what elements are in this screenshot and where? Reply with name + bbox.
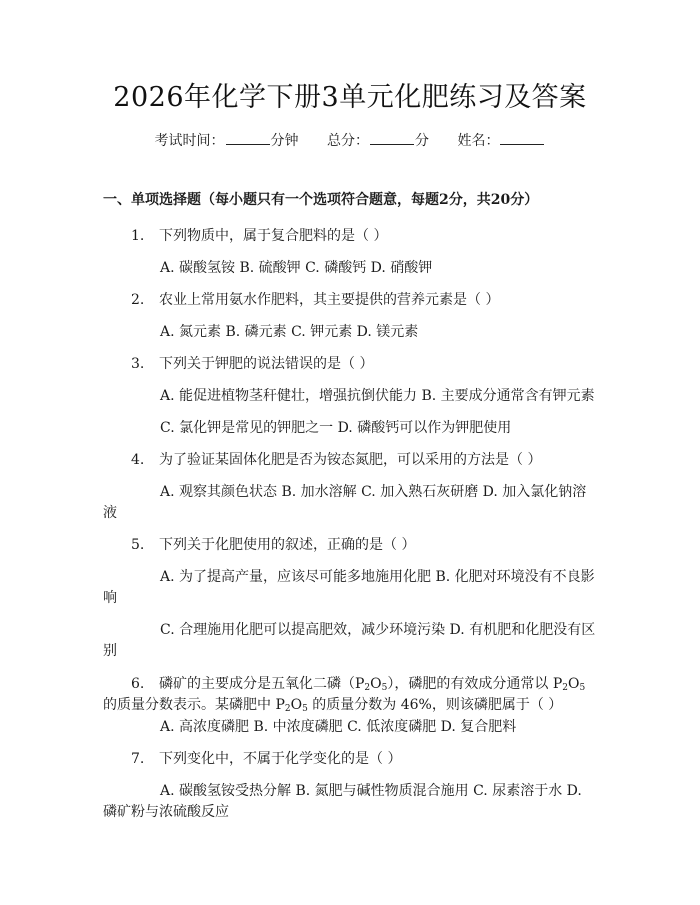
question-2 <box>131 289 499 311</box>
question-stem-part: 磷矿的主要成分是五氧化二磷（P <box>159 676 365 692</box>
question-number: 1. <box>131 228 145 244</box>
subscript-5: 5 <box>381 683 388 693</box>
question-stem: 下列关于钾肥的说法错误的是（ ） <box>159 356 374 372</box>
question-stem-part: 的质量分数表示。某磷肥中 P <box>103 697 285 713</box>
subscript-2: 2 <box>562 683 568 693</box>
question-stem: 下列变化中，不属于化学变化的是（ ） <box>159 751 402 767</box>
question-stem: 为了验证某固体化肥是否为铵态氮肥，可以采用的方法是（ ） <box>159 452 542 468</box>
total-score-field <box>327 130 429 152</box>
question-7-options: A. 碳酸氢铵受热分解 B. 氮肥与碱性物质混合施用 C. 尿素溶于水 D. <box>160 783 582 799</box>
question-number: 7. <box>131 751 145 767</box>
exam-time-blank <box>226 132 270 145</box>
question-stem-part: O <box>370 676 382 692</box>
exam-time-unit: 分钟 <box>270 133 299 149</box>
question-5-options-a-cont: 响 <box>103 590 117 606</box>
question-number: 6. <box>131 676 145 692</box>
question-6 <box>131 673 585 695</box>
question-stem-part: 的质量分数为 46%，则该磷肥属于（ ） <box>307 697 563 713</box>
question-2-options: A. 氮元素 B. 磷元素 C. 钾元素 D. 镁元素 <box>160 324 419 340</box>
subscript-2: 2 <box>364 683 371 693</box>
question-3-options-b: C. 氯化钾是常见的钾肥之一 D. 磷酸钙可以作为钾肥使用 <box>160 420 512 436</box>
question-5-options-b: C. 合理施用化肥可以提高肥效，减少环境污染 D. 有机肥和化肥没有区 <box>160 622 596 638</box>
total-score-blank <box>370 132 414 145</box>
question-7 <box>131 748 401 770</box>
name-field <box>457 130 545 152</box>
question-4 <box>131 449 541 471</box>
question-3-options-a: A. 能促进植物茎秆健壮，增强抗倒伏能力 B. 主要成分通常含有钾元素 <box>160 388 595 404</box>
question-stem: 下列关于化肥使用的叙述，正确的是（ ） <box>159 537 416 553</box>
exam-time-field <box>155 130 299 152</box>
name-label: 姓名： <box>457 133 500 149</box>
question-7-options-cont: 磷矿粉与浓硫酸反应 <box>103 804 229 820</box>
question-stem: 农业上常用氨水作肥料，其主要提供的营养元素是（ ） <box>159 292 500 308</box>
name-blank <box>500 132 544 145</box>
exam-info <box>0 130 700 152</box>
question-stem: 下列物质中，属于复合肥料的是（ ） <box>159 228 388 244</box>
question-1-options: A. 碳酸氢铵 B. 硫酸钾 C. 磷酸钙 D. 硝酸钾 <box>160 260 433 276</box>
exam-time-label: 考试时间： <box>154 133 225 149</box>
question-1 <box>131 225 387 247</box>
question-number: 3. <box>131 356 145 372</box>
question-number: 4. <box>131 452 145 468</box>
subscript-2: 2 <box>284 704 291 714</box>
question-6-options: A. 高浓度磷肥 B. 中浓度磷肥 C. 低浓度磷肥 D. 复合肥料 <box>160 719 517 735</box>
question-number: 5. <box>131 537 145 553</box>
question-number: 2. <box>131 292 145 308</box>
question-5-options-a: A. 为了提高产量，应该尽可能多地施用化肥 B. 化肥对环境没有不良影 <box>160 569 595 585</box>
total-score-unit: 分 <box>415 133 429 149</box>
question-3 <box>131 353 373 375</box>
question-6-cont <box>103 694 562 716</box>
question-4-options-cont: 液 <box>103 505 117 521</box>
question-stem-part: O <box>290 697 303 713</box>
question-stem-part: ），磷肥的有效成分通常以 P <box>387 676 563 692</box>
question-5 <box>131 534 415 556</box>
page-title: 2026年化学下册3单元化肥练习及答案 <box>113 82 587 113</box>
question-5-options-b-cont: 别 <box>103 643 117 659</box>
total-score-label: 总分： <box>327 133 369 149</box>
question-4-options: A. 观察其颜色状态 B. 加水溶解 C. 加入熟石灰研磨 D. 加入氯化钠溶 <box>160 484 587 500</box>
subscript-5: 5 <box>579 683 586 693</box>
question-stem-part: O <box>567 676 580 692</box>
section-heading: 一、单项选择题（每小题只有一个选项符合题意，每题2分，共20分） <box>103 192 539 208</box>
subscript-5: 5 <box>302 704 308 714</box>
